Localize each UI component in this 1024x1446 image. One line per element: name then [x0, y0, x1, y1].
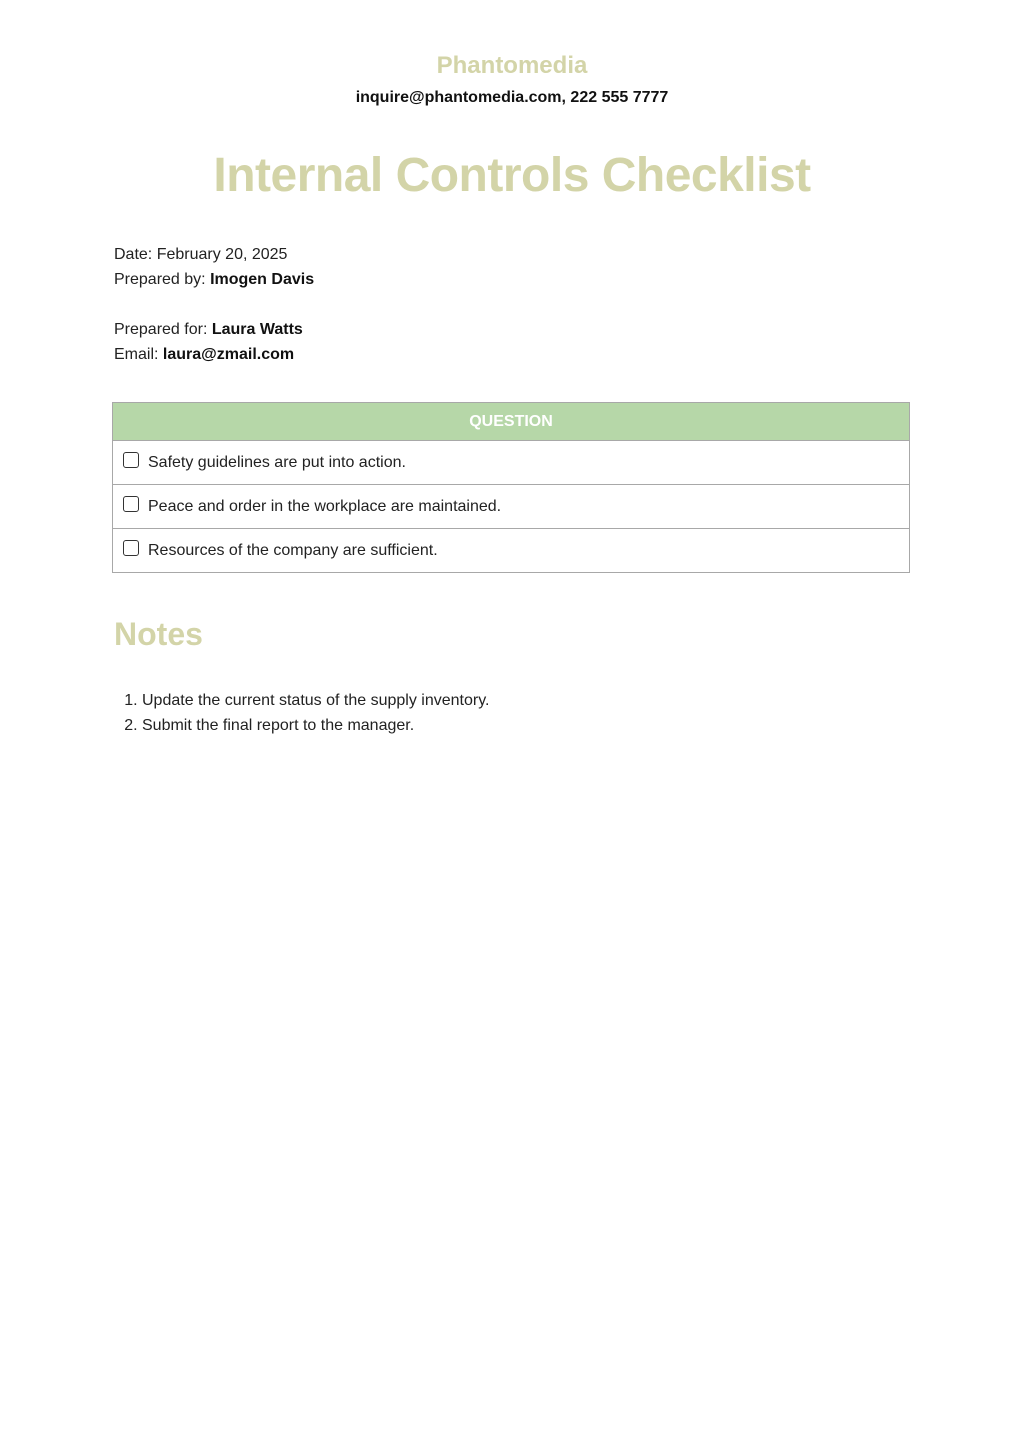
email-label: Email: — [114, 346, 159, 363]
prepared-for-label: Prepared for: — [114, 321, 208, 338]
column-header-question: QUESTION — [113, 403, 910, 441]
meta-block-prepared — [114, 242, 314, 292]
email-line — [114, 342, 303, 367]
question-text: Resources of the company are sufficient. — [148, 541, 438, 559]
list-item: 2. Submit the final report to the manager. — [142, 713, 489, 738]
company-contact: inquire@phantomedia.com, 222 555 7777 — [355, 89, 669, 106]
prepared-for-value: Laura Watts — [211, 321, 303, 338]
prepared-for-line — [114, 317, 303, 342]
checklist-table — [112, 402, 910, 573]
notes-heading: Notes — [114, 616, 203, 652]
list-item: 1. Update the current status of the supply inventory. — [142, 688, 489, 713]
checkbox[interactable] — [123, 452, 139, 468]
question-text: Peace and order in the workplace are maintained. — [148, 497, 502, 515]
date-line — [114, 242, 314, 267]
table-row — [113, 529, 910, 573]
table-row — [113, 441, 910, 485]
notes-list — [114, 688, 489, 738]
date-value: February 20, 2025 — [156, 246, 288, 263]
date-label: Date: — [114, 246, 153, 263]
prepared-by-value: Imogen Davis — [210, 271, 315, 288]
meta-block-recipient — [114, 317, 303, 367]
email-value: laura@zmail.com — [162, 346, 295, 363]
prepared-by-label: Prepared by: — [114, 271, 206, 288]
company-name: Phantomedia — [436, 52, 588, 79]
question-text: Safety guidelines are put into action. — [148, 453, 406, 471]
checkbox[interactable] — [123, 540, 139, 556]
checkbox[interactable] — [123, 496, 139, 512]
prepared-by-line — [114, 267, 314, 292]
document-title: Internal Controls Checklist — [213, 149, 811, 202]
table-row — [113, 485, 910, 529]
